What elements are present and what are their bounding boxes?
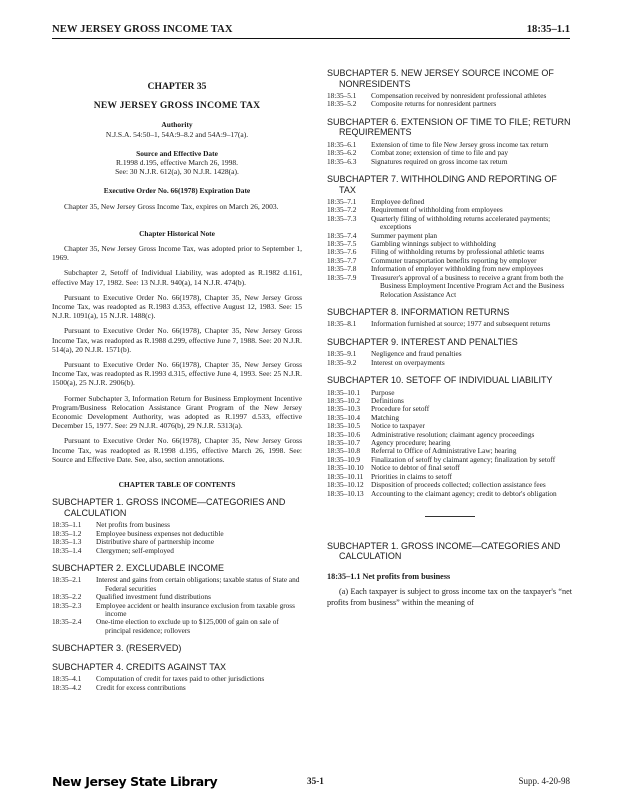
toc-section-title: Finalization of setoff by claimant agency; finalization by setoff — [371, 454, 556, 464]
history-paragraph: Pursuant to Executive Order No. 66(1978), Chapter 35, New Jersey Gross Income Tax, was readopted as R.1993 d.315, effective June 4, 1993. See: 25 N.J.R. 1500(a), 25 N.J.R. 2906(b). — [52, 360, 302, 388]
toc-entry[interactable] — [52, 547, 302, 555]
toc-section-number: 18:35–5.2 — [327, 99, 357, 109]
exec-order-text: Chapter 35, New Jersey Gross Income Tax, expires on March 26, 2003. — [64, 201, 279, 211]
toc-section-title: Quarterly filing of withholding returns accelerated payments; exceptions — [371, 213, 551, 232]
subchapter-heading: SUBCHAPTER 5. NEW JERSEY SOURCE INCOME OF NONRESIDENTS — [327, 68, 554, 89]
authority-text: N.J.S.A. 54:50–1, 54A:9–8.2 and 54A:9–17(a). — [105, 129, 249, 139]
subchapter-heading: SUBCHAPTER 10. SETOFF OF INDIVIDUAL LIABILITY — [327, 375, 553, 386]
toc-entry[interactable] — [327, 274, 572, 299]
toc-section-number: 18:35–7.2 — [327, 205, 357, 215]
toc-section-number: 18:35–10.11 — [327, 471, 364, 481]
toc-section-title: Procedure for setoff — [371, 404, 430, 414]
subchapter-heading: SUBCHAPTER 6. EXTENSION OF TIME TO FILE; RETURN REQUIREMENTS — [327, 116, 571, 138]
subchapter-heading: SUBCHAPTER 4. CREDITS AGAINST TAX — [52, 661, 227, 672]
subchapter-heading: SUBCHAPTER 1. GROSS INCOME—CATEGORIES AND CALCULATION — [327, 540, 561, 562]
toc-section-title: Agency procedure; hearing — [371, 438, 451, 448]
toc-section-title: Computation of credit for taxes paid to other jurisdictions — [96, 674, 265, 684]
toc-section-title: Clergymen; self-employed — [96, 545, 174, 555]
toc-entry[interactable] — [327, 215, 572, 232]
toc-entry[interactable] — [52, 618, 302, 635]
toc-section-number: 18:35–10.2 — [327, 396, 361, 406]
toc-section-number: 18:35–10.9 — [327, 454, 361, 464]
toc-entry[interactable] — [327, 389, 572, 397]
toc-section-number: 18:35–7.3 — [327, 213, 357, 223]
toc-entry[interactable] — [327, 405, 572, 413]
toc-section-title: Notice to debtor of final setoff — [371, 463, 460, 473]
toc-entry[interactable] — [327, 350, 572, 358]
toc-section-number: 18:35–10.5 — [327, 421, 361, 431]
toc-section-number: 18:35–8.1 — [327, 319, 357, 329]
toc-section-title: Treasurer's approval of a business to receive a grant from both the Business Employment Incentive Program Act and the Business Relocation Assistance Act — [371, 272, 565, 299]
authority-heading: Authority — [161, 120, 193, 130]
header-title: NEW JERSEY GROSS INCOME TAX — [52, 24, 233, 35]
history-heading: Chapter Historical Note — [139, 228, 215, 238]
source-line: See: 30 N.J.R. 612(a), 30 N.J.R. 1428(a). — [115, 167, 239, 177]
toc-section-number: 18:35–10.1 — [327, 387, 361, 397]
toc-entry[interactable] — [327, 100, 572, 108]
toc-section-number: 18:35–10.8 — [327, 446, 361, 456]
running-header — [52, 22, 570, 39]
toc-section-title: Purpose — [371, 387, 395, 397]
divider-rule — [425, 516, 475, 517]
toc-entry[interactable] — [327, 320, 572, 328]
history-paragraph: Former Subchapter 3, Information Return for Business Employment Incentive Program/Business Relocation Assistance Grant Program of the New Jersey Economic Development Authority, was adopted as R.1997 d.533, effective December 15, 1977. See: 29 N.J.R. 4076(b), 29 N.J.R. 5313(a). — [52, 393, 302, 431]
header-section-number: 18:35–1.1 — [526, 24, 570, 35]
history-paragraphs — [52, 244, 302, 464]
toc-section-title: Disposition of proceeds collected; collection assistance fees — [371, 480, 546, 490]
section-paragraph: (a) Each taxpayer is subject to gross income tax on the taxpayer's “net profits from business” within the meaning of — [327, 587, 572, 607]
toc-section-number: 18:35–7.1 — [327, 197, 357, 207]
toc-entry[interactable] — [327, 490, 572, 498]
toc-section-number: 18:35–7.4 — [327, 230, 357, 240]
toc-section-number: 18:35–7.9 — [327, 272, 357, 282]
subchapter-heading: SUBCHAPTER 1. GROSS INCOME—CATEGORIES AND CALCULATION — [52, 497, 286, 518]
toc-section-title: Summer payment plan — [371, 230, 438, 240]
toc-section-title: Distributive share of partnership income — [96, 537, 214, 547]
toc-section-title: Matching — [371, 412, 399, 422]
toc-section-number: 18:35–1.3 — [52, 537, 82, 547]
toc-section-title: Gambling winnings subject to withholding — [371, 239, 496, 249]
toc-section-title: Information of employer withholding from new employees — [371, 264, 544, 274]
toc-section-number: 18:35–7.5 — [327, 239, 357, 249]
toc-section-title: Negligence and fraud penalties — [371, 349, 462, 359]
toc-heading: CHAPTER TABLE OF CONTENTS — [118, 480, 236, 490]
toc-section-number: 18:35–10.6 — [327, 429, 361, 439]
toc-section-title: Administrative resolution; claimant agency proceedings — [371, 429, 535, 439]
toc-section-title: Definitions — [371, 396, 404, 406]
toc-entry[interactable] — [52, 602, 302, 619]
toc-section-title: Compensation received by nonresident professional athletes — [371, 91, 547, 100]
source-heading: Source and Effective Date — [136, 148, 218, 158]
subchapter-heading: SUBCHAPTER 9. INTEREST AND PENALTIES — [327, 336, 518, 347]
toc-section-title: Extension of time to file New Jersey gross income tax return — [371, 139, 549, 149]
toc-section-number: 18:35–2.3 — [52, 600, 82, 610]
page-number: 35-1 — [307, 776, 324, 786]
toc-section-number: 18:35–1.1 — [52, 520, 82, 530]
toc-entry[interactable] — [52, 684, 302, 692]
toc-section-title: Notice to taxpayer — [371, 421, 425, 431]
subchapter-heading: SUBCHAPTER 7. WITHHOLDING AND REPORTING OF TAX — [327, 174, 557, 195]
toc-section-number: 18:35–2.4 — [52, 617, 82, 627]
toc-entry[interactable] — [327, 359, 572, 367]
toc-section-number: 18:35–9.1 — [327, 349, 357, 359]
history-paragraph: Pursuant to Executive Order No. 66(1978), Chapter 35, New Jersey Gross Income Tax, was readopted as R.1983 d.353, effective August 12, 1983. See: 15 N.J.R. 1091(a), 15 N.J.R. 1488(c). — [52, 292, 302, 321]
toc-section-number: 18:35–10.7 — [327, 438, 361, 448]
toc-section-number: 18:35–6.1 — [327, 139, 357, 149]
toc-section-title: Employee defined — [371, 197, 425, 207]
toc-section-title: Interest and gains from certain obligations; taxable status of State and Federal securities — [96, 575, 300, 593]
toc-section-number: 18:35–7.6 — [327, 247, 357, 257]
toc-section-title: Qualified investment fund distributions — [96, 592, 211, 602]
toc-section-title: Net profits from business — [96, 520, 170, 530]
history-paragraph: Pursuant to Executive Order No. 66(1978), Chapter 35, New Jersey Gross Income Tax, was readopted as R.1998 d.195, effective March 26, 1998. See: Source and Effective Date. See, also, section annotations. — [52, 436, 302, 464]
toc-section-title: Signatures required on gross income tax return — [371, 156, 508, 166]
toc-section-title: Priorities in claims to setoff — [371, 471, 452, 481]
toc-section-number: 18:35–10.12 — [327, 480, 364, 490]
toc-entry[interactable] — [327, 158, 572, 166]
toc-section-title: Interest on overpayments — [371, 357, 445, 367]
toc-section-title: Requirement of withholding from employees — [371, 205, 503, 215]
history-paragraph: Subchapter 2, Setoff of Individual Liability, was adopted as R.1982 d.161, effective May 17, 1982. See: 13 N.J.R. 940(a), 14 N.J.R. 474(b). — [52, 268, 302, 287]
source-line: R.1998 d.195, effective March 26, 1998. — [116, 158, 238, 168]
toc-section-title: Combat zone; extension of time to file and pay — [371, 148, 508, 158]
toc-section-number: 18:35–1.2 — [52, 528, 82, 538]
left-column — [52, 70, 302, 692]
toc-section-title: Composite returns for nonresident partners — [371, 99, 497, 109]
toc-section-number: 18:35–6.3 — [327, 156, 357, 166]
chapter-title: NEW JERSEY GROSS INCOME TAX — [93, 100, 261, 112]
chapter-number: CHAPTER 35 — [147, 81, 207, 92]
toc-entry[interactable] — [52, 538, 302, 546]
toc-entry[interactable] — [327, 414, 572, 422]
toc-section-number: 18:35–2.1 — [52, 575, 82, 585]
history-paragraph: Pursuant to Executive Order No. 66(1978), Chapter 35, New Jersey Gross Income Tax, was readopted as R.1988 d.299, effective June 7, 1988. See: 20 N.J.R. 514(a), 20 N.J.R. 1571(b). — [52, 326, 302, 354]
toc-section-number: 18:35–5.1 — [327, 91, 357, 100]
subchapter-heading: SUBCHAPTER 8. INFORMATION RETURNS — [327, 306, 510, 317]
library-logo: New Jersey State Library — [52, 774, 218, 789]
toc-section-number: 18:35–4.2 — [52, 682, 82, 692]
toc-section-title: Credit for excess contributions — [96, 682, 186, 692]
toc-section-number: 18:35–4.1 — [52, 674, 82, 684]
supplement-date: Supp. 4-20-98 — [518, 776, 570, 786]
toc-section-number: 18:35–6.2 — [327, 148, 357, 158]
subchapter-heading: SUBCHAPTER 3. (RESERVED) — [52, 643, 182, 654]
toc-section-number: 18:35–1.4 — [52, 545, 82, 555]
toc-section-number: 18:35–10.3 — [327, 404, 361, 414]
section-heading: 18:35–1.1 Net profits from business — [327, 571, 451, 581]
toc-section-title: Referral to Office of Administrative Law; hearing — [371, 446, 517, 456]
toc-section-title: Filing of withholding returns by professional athletic teams — [371, 247, 545, 257]
toc-section-title: Accounting to the claimant agency; credit to debtor's obligation — [371, 488, 557, 498]
toc-section-title: Employee business expenses not deductible — [96, 528, 224, 538]
toc-section-number: 18:35–9.2 — [327, 357, 357, 367]
right-column — [327, 70, 572, 608]
toc-section-number: 18:35–10.4 — [327, 412, 361, 422]
toc-section-number: 18:35–2.2 — [52, 592, 82, 602]
toc-section-title: Commuter transportation benefits reporting by employer — [371, 255, 537, 265]
exec-order-heading: Executive Order No. 66(1978) Expiration Date — [103, 186, 251, 196]
toc-section-title: One-time election to exclude up to $125,000 of gain on sale of principal residence; rollovers — [96, 617, 279, 635]
toc-section-number: 18:35–7.7 — [327, 255, 357, 265]
subchapter-heading: SUBCHAPTER 2. EXCLUDABLE INCOME — [52, 562, 225, 573]
table-of-contents — [52, 497, 302, 692]
toc-entry[interactable] — [52, 576, 302, 593]
page-footer — [52, 774, 570, 792]
toc-entry[interactable] — [327, 397, 572, 405]
table-of-contents-continued — [327, 68, 572, 498]
toc-section-number: 18:35–10.13 — [327, 488, 364, 498]
toc-section-number: 18:35–10.10 — [327, 463, 364, 473]
history-paragraph: Chapter 35, New Jersey Gross Income Tax, was adopted prior to September 1, 1969. — [52, 244, 302, 263]
toc-section-number: 18:35–7.8 — [327, 264, 357, 274]
toc-section-title: Information furnished at source; 1977 and subsequent returns — [371, 319, 551, 329]
toc-section-title: Employee accident or health insurance exclusion from taxable gross income — [96, 600, 295, 619]
